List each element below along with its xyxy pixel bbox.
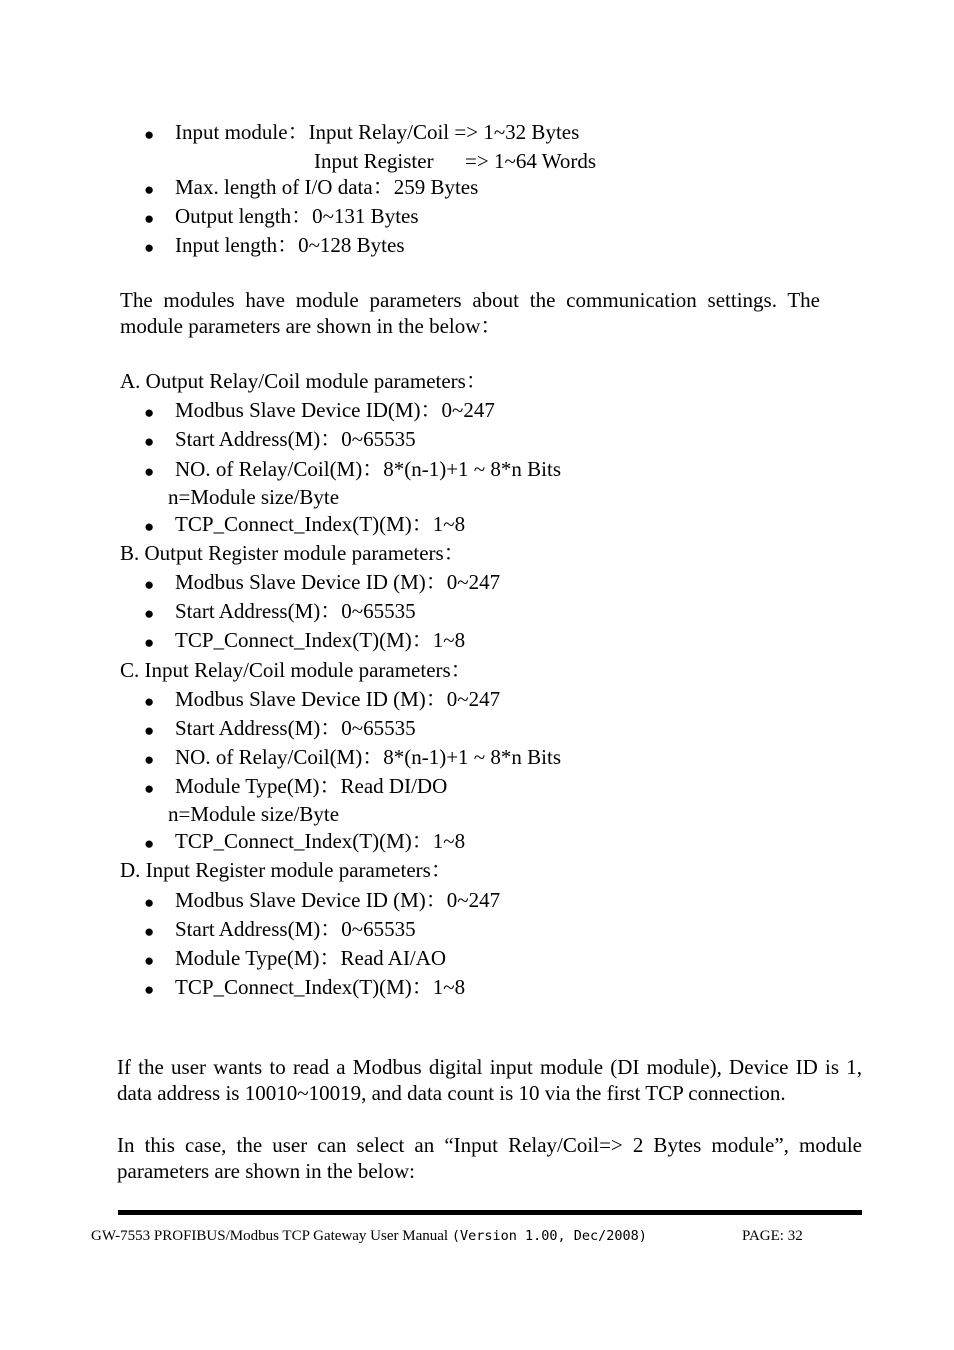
list-item-output-length: Output length：0~131 Bytes [175, 204, 419, 228]
manual-version: (Version 1.00, Dec/2008) [451, 1228, 647, 1244]
section-a-heading: A. Output Relay/Coil module parameters： [120, 369, 487, 393]
example-paragraph: If the user wants to read a Modbus digital input module (DI module), Device ID is 1, data address is 10010~10019, and data count is 10 via the first TCP connection. [117, 1055, 862, 1105]
bullet-icon: ● [144, 750, 155, 769]
bullet-icon: ● [144, 575, 155, 594]
section-a-item: NO. of Relay/Coil(M)：8*(n-1)+1 ~ 8*n Bits [175, 457, 562, 481]
section-a-item: Modbus Slave Device ID(M)：0~247 [175, 398, 495, 422]
bullet-icon: ● [144, 209, 155, 228]
bullet-icon: ● [144, 432, 155, 451]
section-c-item: NO. of Relay/Coil(M)：8*(n-1)+1 ~ 8*n Bits [175, 745, 562, 769]
section-d-item: Start Address(M)：0~65535 [175, 917, 416, 941]
list-item-input-register [314, 151, 596, 172]
section-a-item: Start Address(M)：0~65535 [175, 427, 416, 451]
section-b-heading: B. Output Register module parameters： [120, 541, 465, 565]
section-c-note: n=Module size/Byte [168, 802, 340, 826]
list-item-input-length: Input length：0~128 Bytes [175, 233, 405, 257]
section-d-heading: D. Input Register module parameters： [120, 858, 452, 882]
bullet-icon: ● [144, 180, 155, 199]
section-b-item: Modbus Slave Device ID (M)：0~247 [175, 570, 501, 594]
list-item-input-module: Input module：Input Relay/Coil => 1~32 Bytes [175, 120, 580, 144]
bullet-icon: ● [144, 692, 155, 711]
bullet-icon: ● [144, 922, 155, 941]
section-b-item: TCP_Connect_Index(T)(M)：1~8 [175, 628, 466, 652]
page-number: PAGE: 32 [742, 1228, 803, 1244]
bullet-icon: ● [144, 633, 155, 652]
bullet-icon: ● [144, 462, 155, 481]
section-a-note: n=Module size/Byte [168, 485, 340, 509]
section-a-item: TCP_Connect_Index(T)(M)：1~8 [175, 512, 466, 536]
bullet-icon: ● [144, 238, 155, 257]
intro-paragraph: The modules have module parameters about the communication settings. The module parameters are shown in the below： [120, 288, 820, 338]
bullet-icon: ● [144, 721, 155, 740]
section-c-item: Modbus Slave Device ID (M)：0~247 [175, 687, 501, 711]
example-paragraph: In this case, the user can select an “Input Relay/Coil=> 2 Bytes module”, module parameters are shown in the below: [117, 1133, 862, 1183]
bullet-icon: ● [144, 125, 155, 144]
section-c-item: Start Address(M)：0~65535 [175, 716, 416, 740]
bullet-icon: ● [144, 893, 155, 912]
list-item-max-length: Max. length of I/O data：259 Bytes [175, 175, 479, 199]
bullet-icon: ● [144, 980, 155, 999]
footer-manual-title [91, 1229, 647, 1244]
bullet-icon: ● [144, 951, 155, 970]
bullet-icon: ● [144, 779, 155, 798]
section-d-item: TCP_Connect_Index(T)(M)：1~8 [175, 975, 466, 999]
input-register-text: Input Register => 1~64 Words [314, 149, 597, 173]
section-c-item: TCP_Connect_Index(T)(M)：1~8 [175, 829, 466, 853]
footer-rule [118, 1210, 862, 1215]
section-c-heading: C. Input Relay/Coil module parameters： [120, 658, 472, 682]
section-b-item: Start Address(M)：0~65535 [175, 599, 416, 623]
bullet-icon: ● [144, 604, 155, 623]
manual-title: GW-7553 PROFIBUS/Modbus TCP Gateway User Manual [91, 1228, 452, 1244]
section-d-item: Modbus Slave Device ID (M)：0~247 [175, 888, 501, 912]
section-c-item: Module Type(M)：Read DI/DO [175, 774, 448, 798]
bullet-icon: ● [144, 834, 155, 853]
section-d-item: Module Type(M)：Read AI/AO [175, 946, 447, 970]
bullet-icon: ● [144, 517, 155, 536]
bullet-icon: ● [144, 403, 155, 422]
